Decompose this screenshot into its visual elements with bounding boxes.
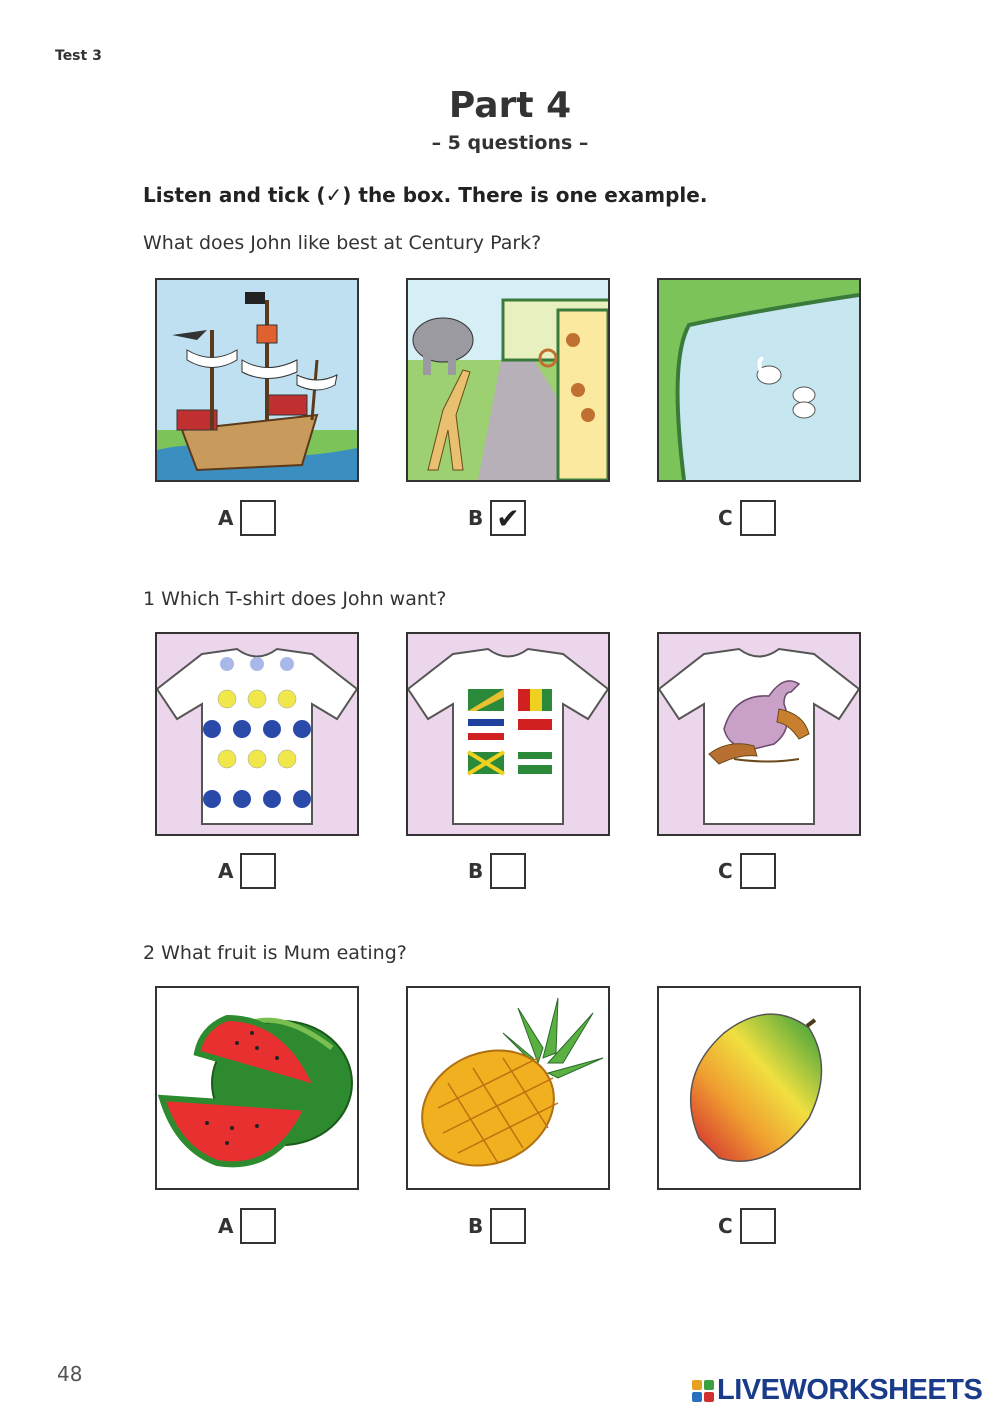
option-c <box>718 853 776 889</box>
brand-name: LIVEWORKSHEETS <box>717 1374 983 1406</box>
picture-flags-tshirt <box>406 632 610 836</box>
option-a <box>218 1208 276 1244</box>
liveworksheets-logo <box>692 1374 982 1407</box>
option-letter: A <box>218 1214 234 1238</box>
picture-watermelon <box>155 986 359 1190</box>
option-letter: C <box>718 859 733 883</box>
option-letter: A <box>218 859 234 883</box>
option-letter: B <box>468 859 484 883</box>
tick-box[interactable] <box>740 853 776 889</box>
picture-dinosaur-tshirt <box>657 632 861 836</box>
option-b <box>468 853 526 889</box>
part-subtitle: – 5 questions – <box>431 132 589 154</box>
question-1-text: 1 Which T-shirt does John want? <box>143 588 447 610</box>
picture-pirate-ship <box>155 278 359 482</box>
option-c <box>718 500 776 536</box>
part-title: Part 4 <box>448 85 572 126</box>
option-letter: B <box>468 506 484 530</box>
tick-box[interactable] <box>490 1208 526 1244</box>
option-letter: C <box>718 1214 733 1238</box>
tick-box[interactable]: ✔ <box>490 500 526 536</box>
option-letter: C <box>718 506 733 530</box>
option-a <box>218 853 276 889</box>
page-number: 48 <box>57 1362 83 1386</box>
question-2-text: 2 What fruit is Mum eating? <box>143 942 407 964</box>
tick-box[interactable] <box>240 1208 276 1244</box>
option-b <box>468 500 526 536</box>
picture-lake-swans <box>657 278 861 482</box>
picture-pineapple <box>406 986 610 1190</box>
option-a <box>218 500 276 536</box>
instruction-text: Listen and tick (✓) the box. There is one example. <box>143 183 708 207</box>
tick-box[interactable] <box>240 853 276 889</box>
picture-mango <box>657 986 861 1190</box>
option-letter: A <box>218 506 234 530</box>
tick-box[interactable] <box>740 1208 776 1244</box>
tick-box[interactable] <box>490 853 526 889</box>
picture-zoo-animals <box>406 278 610 482</box>
option-c <box>718 1208 776 1244</box>
picture-spotted-tshirt <box>155 632 359 836</box>
liveworksheets-icon <box>692 1380 714 1402</box>
test-label: Test 3 <box>55 48 102 64</box>
option-b <box>468 1208 526 1244</box>
tick-box[interactable] <box>740 500 776 536</box>
option-letter: B <box>468 1214 484 1238</box>
question-example-text: What does John like best at Century Park? <box>143 232 542 254</box>
tick-box[interactable] <box>240 500 276 536</box>
